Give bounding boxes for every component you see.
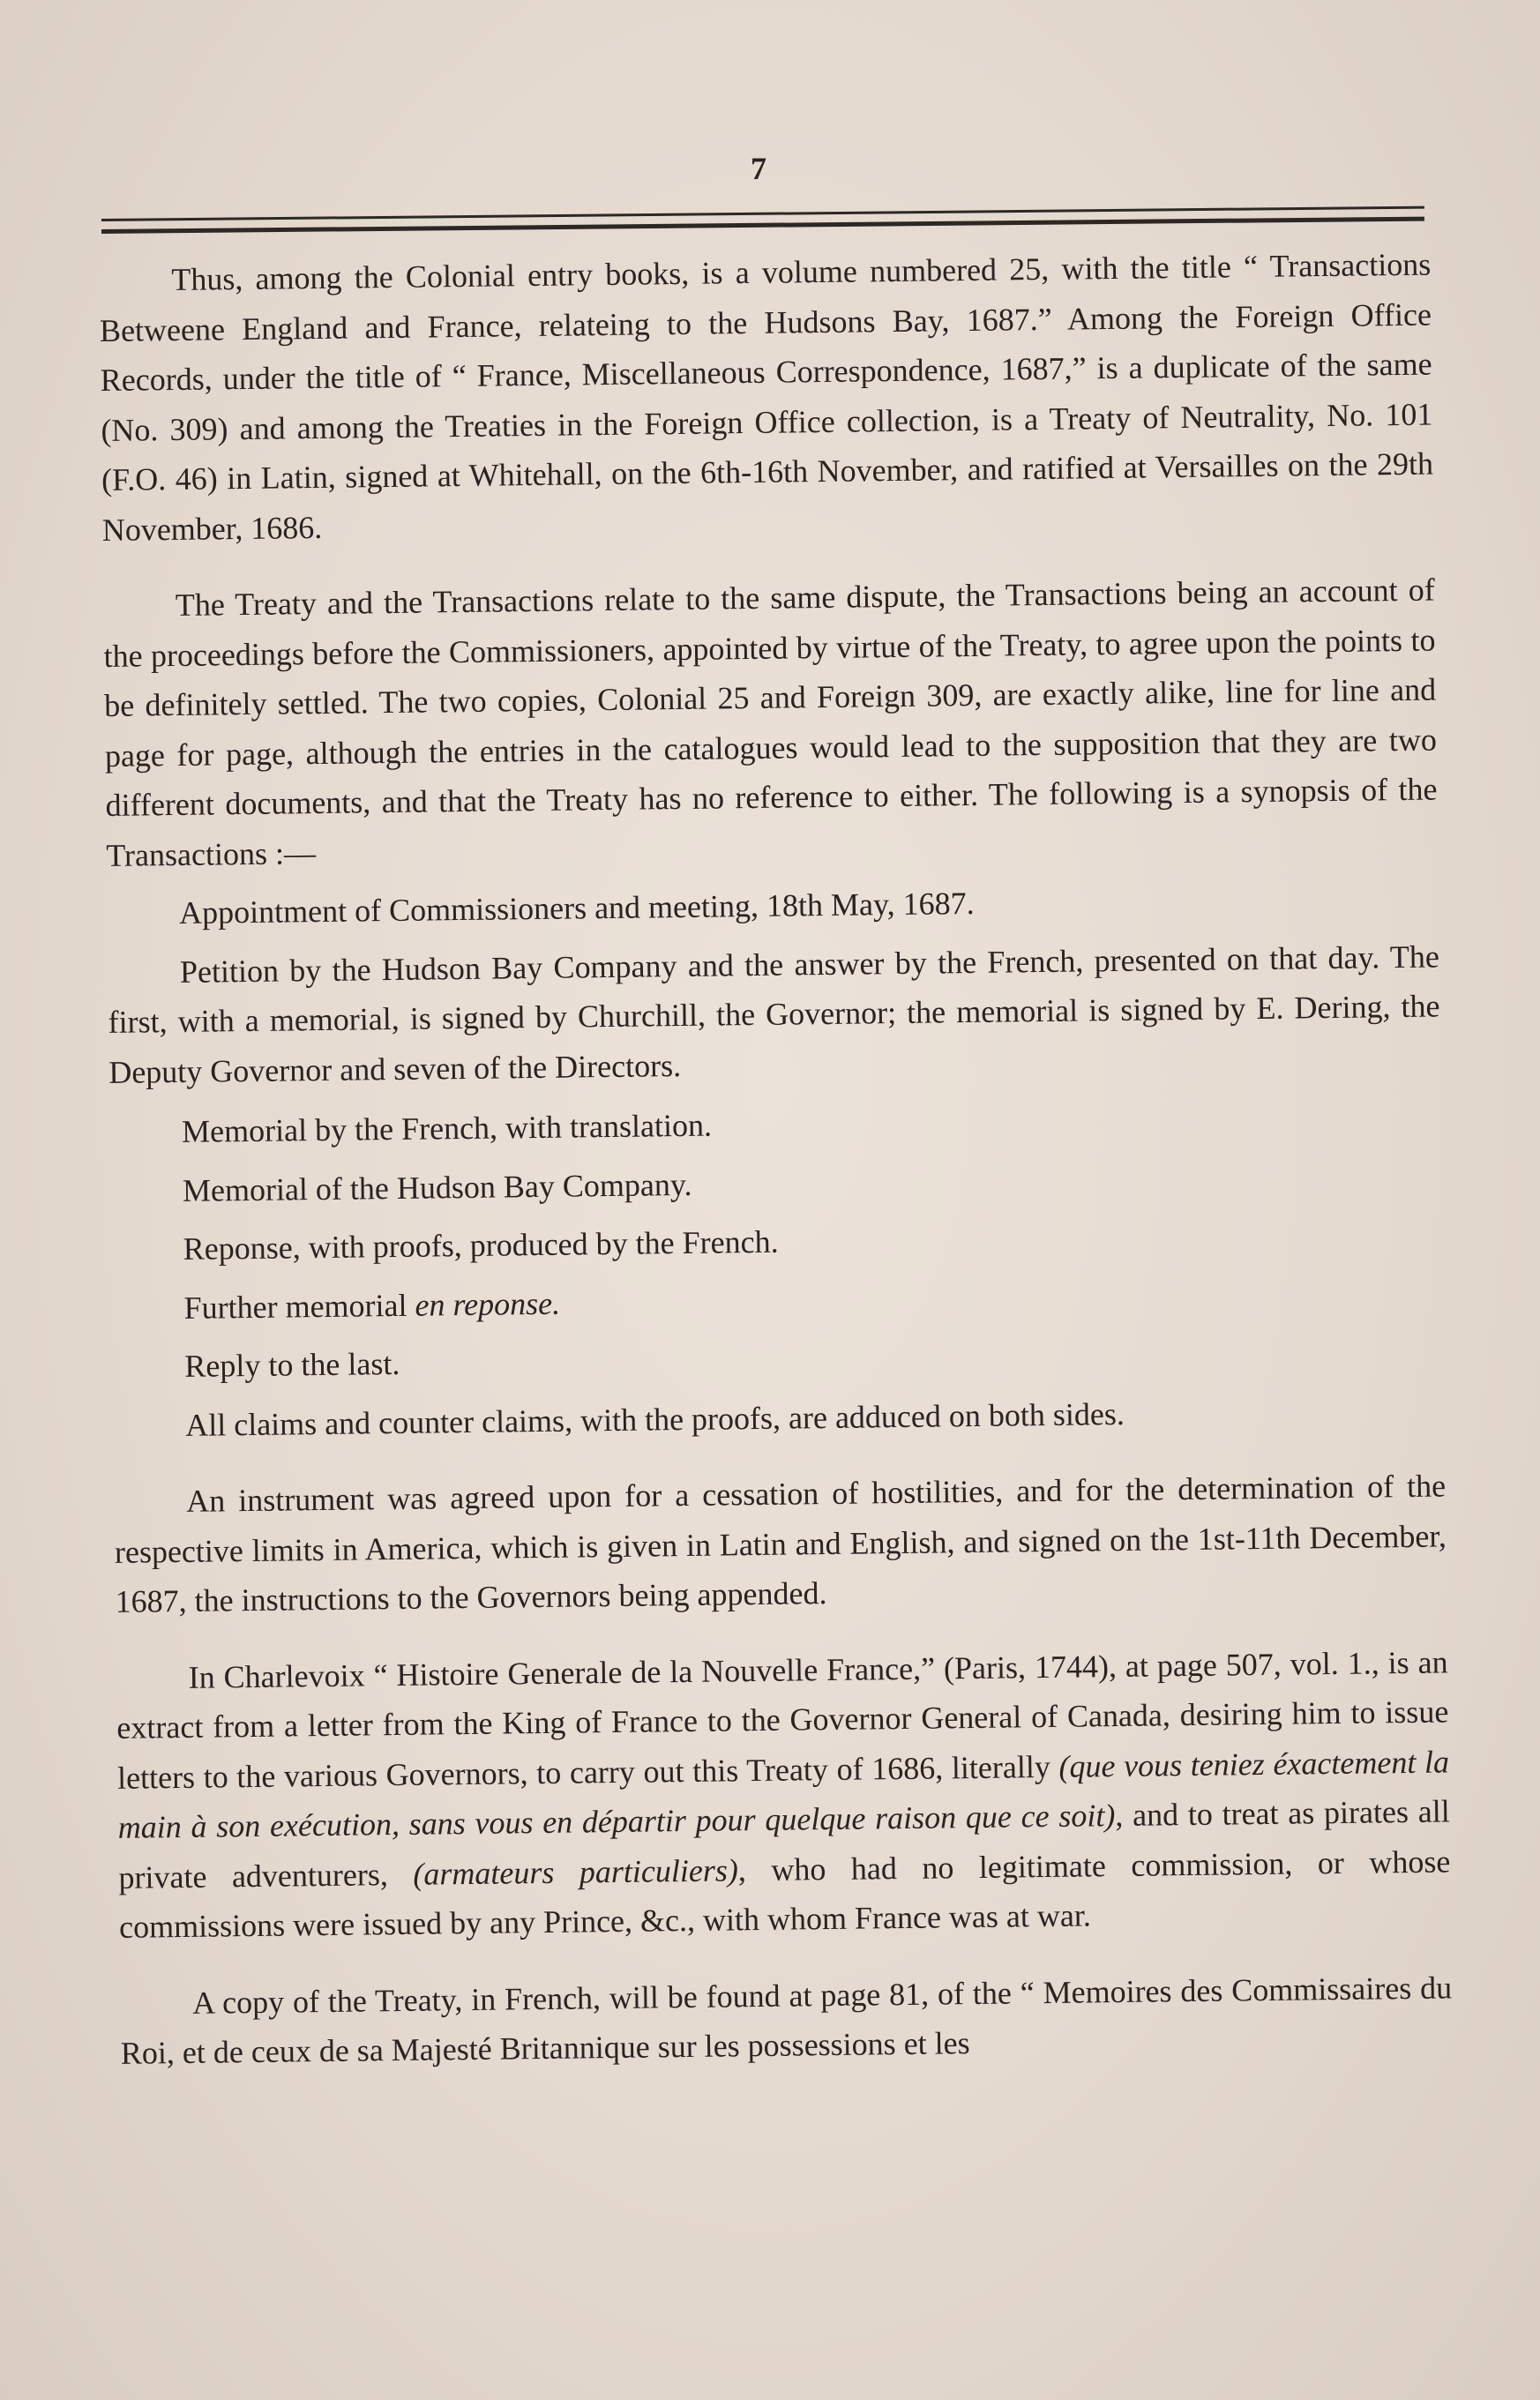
further-memorial-italic: en reponse.: [415, 1285, 561, 1323]
list-item-reponse: Reponse, with proofs, produced by the French.: [183, 1223, 779, 1267]
list-item-further-memorial: [111, 1267, 1444, 1334]
paragraph-charlevoix: [116, 1637, 1451, 1952]
paragraph-treaty-and-transactions: The Treaty and the Transactions relate to the same dispute, the Transactions being an account of the proceedings before the Commissioners, appointed by virtue of the Treaty, to agree upon the points to be definitely settled. The two copies, Colonial 25 and Foreign 309, are exactly alike, line for line and page for page, although the entries in the catalogues would lead to the supposition that they are two different documents, and that the Treaty has no reference to either. The following is a synopsis of the Transactions :—: [103, 572, 1438, 873]
paragraph-petition: Petition by the Hudson Bay Company and the answer by the French, presented on that day. The first, with a memorial, is signed by Churchill, the Governor; the memorial is signed by E. Dering, the Deputy Governor and seven of the Directors.: [108, 938, 1440, 1090]
charlevoix-part-2: , and to treat as pirates all private adventurers,: [118, 1793, 1450, 1895]
page-number: 7: [751, 151, 766, 186]
paragraph-colonial-entry-books: Thus, among the Colonial entry books, is a volume numbered 25, with the title “ Transactions Betweene England and France, relateing to the Hudsons Bay, 1687.” Among the Foreign Office Records, under the title of “ France, Miscellaneous Correspondence, 1687,” is a duplicate of the same (No. 309) and among the Treaties in the Foreign Office collection, is a Treaty of Neutrality, No. 101 (F.O. 46) in Latin, signed at Whitehall, on the 6th-16th November, and ratified at Versailles on the 29th November, 1686.: [99, 246, 1434, 548]
paragraph-copy-of-treaty: A copy of the Treaty, in French, will be found at page 81, of the “ Memoires des Commissaires du Roi, et de ceux de sa Majesté Britannique sur les possessions et les: [120, 1969, 1453, 2071]
charlevoix-italic-1: (que vous teniez éxactement la main à son exécution, sans vous en départir pour quelque raison que ce soit): [117, 1743, 1450, 1845]
list-item-memorial-french: Memorial by the French, with translation.: [181, 1107, 713, 1149]
paragraph-instrument: An instrument was agreed upon for a cessation of hostilities, and for the determination of the respective limits in America, which is given in Latin and English, and signed on the 1st-11th December, 1687, the instructions to the Governors being appended.: [114, 1468, 1447, 1619]
list-item-appointment: Appointment of Commissioners and meeting, 18th May, 1687.: [178, 885, 975, 931]
further-memorial-text: Further memorial: [183, 1287, 415, 1326]
document-body: [99, 240, 1453, 2079]
charlevoix-italic-2: (armateurs particuliers): [413, 1851, 739, 1892]
charlevoix-part-3: , who had no legitimate commission, or whose commissions were issued by any Prince, &c., with whom France was at war.: [118, 1843, 1451, 1945]
charlevoix-part-1: In Charlevoix “ Histoire Generale de la Nouvelle France,” (Paris, 1744), at page 507, vol. 1., is an extract from a letter from the King of France to the Governor General of Canada, desiring him to issue letters to the various Governors, to carry out this Treaty of 1686, literally: [116, 1643, 1449, 1796]
list-item-claims: All claims and counter claims, with the proofs, are adduced on both sides.: [184, 1395, 1125, 1443]
list-item-memorial-hudson: Memorial of the Hudson Bay Company.: [182, 1166, 692, 1208]
list-item-reply: Reply to the last.: [184, 1345, 400, 1384]
